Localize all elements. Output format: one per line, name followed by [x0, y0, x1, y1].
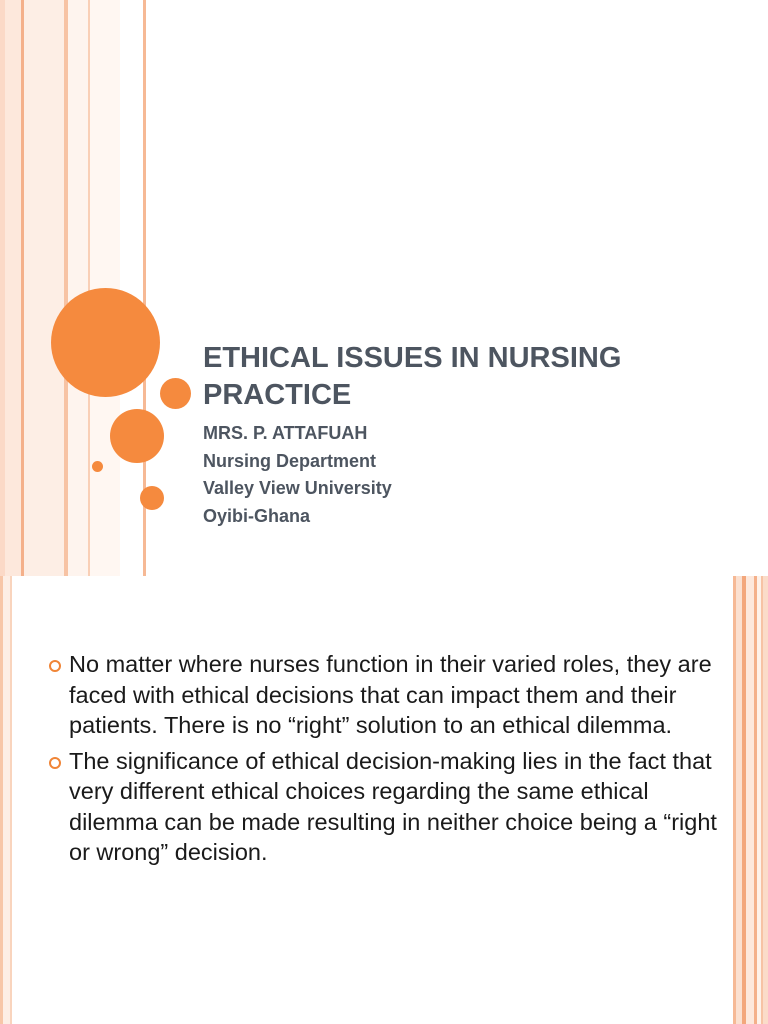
university: Valley View University	[203, 478, 392, 498]
bullet-text: The significance of ethical decision-making lies in the fact that very different ethical choices regarding the same ethical dilemma can be made resulting in neither choice being a “right or wrong” decision.	[69, 747, 717, 865]
small-orange-circle	[140, 486, 164, 510]
decorative-stripe	[10, 576, 12, 1024]
department: Nursing Department	[203, 450, 377, 471]
hollow-circle-icon	[49, 660, 61, 672]
small-orange-circle	[160, 378, 191, 409]
decorative-stripe	[3, 576, 10, 1024]
medium-orange-circle	[110, 409, 164, 463]
bullet-text: No matter where nurses function in their varied roles, they are faced with ethical decisions that can impact them and their patients. There is no “right” solution to an ethical dilemma.	[69, 651, 712, 738]
hollow-circle-icon	[49, 757, 61, 769]
decorative-stripe	[746, 576, 754, 1024]
tiny-orange-circle	[92, 461, 103, 472]
content-slide	[0, 576, 768, 1024]
decorative-stripe	[68, 0, 88, 576]
list-item	[48, 649, 728, 741]
decorative-stripe	[24, 0, 64, 576]
list-item	[48, 746, 728, 868]
presenter-info	[203, 420, 392, 530]
location: Oyibi-Ghana	[203, 505, 311, 526]
slide-title: ETHICAL ISSUES IN NURSING PRACTICE	[203, 342, 622, 411]
decorative-stripe	[5, 0, 21, 576]
large-orange-circle	[51, 288, 160, 397]
bullet-list	[48, 649, 728, 873]
decorative-stripe	[763, 576, 768, 1024]
presenter-name: MRS. P. ATTAFUAH	[203, 423, 368, 443]
